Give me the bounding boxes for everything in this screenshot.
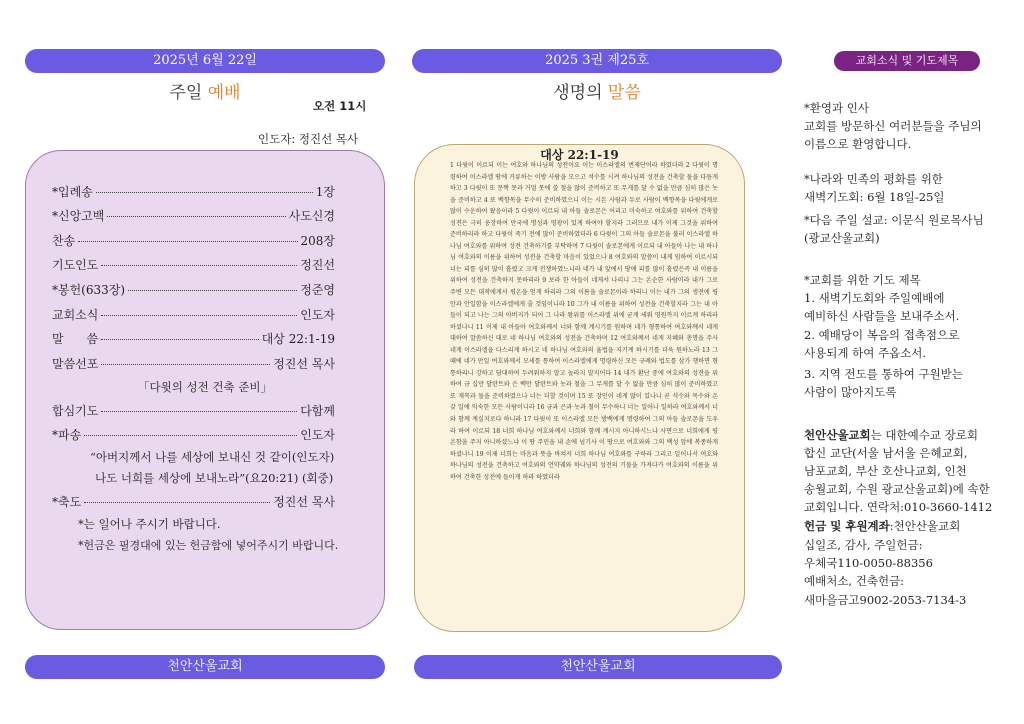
word-title [412,78,782,103]
order-value: 대상 22:1-19 [261,332,335,346]
order-value: 다함께 [300,404,335,418]
order-row [52,330,335,347]
account-line: 우체국110-0050-88356 [804,556,933,570]
worship-title-a: 주일 [169,83,203,103]
order-row [52,355,335,372]
stand-note: *는 일어나 주시기 바랍니다. [78,517,221,531]
order-row [52,183,335,200]
news-line: *교회를 위한 기도 제목 [804,273,921,287]
account-heading [804,518,960,534]
order-label: *입례송 [52,185,93,199]
news-line: 이름으로 환영합니다. [804,137,912,151]
order-value: 인도자 [300,308,335,322]
order-row [52,426,335,443]
news-line: 예비하신 사람들을 보내주소서. [804,309,960,323]
issue-header: 2025 3권 제25호 [412,49,782,73]
order-label: 찬송 [52,234,76,248]
order-row [52,281,335,298]
church-name-footer: 천안산울교회 [414,655,782,679]
church-intro-name: 천안산울교회 [804,428,871,442]
sending-line-1: “아버지께서 나를 세상에 보내신 것 같이(인도자) [90,450,335,464]
order-value: 정진선 목사 [273,357,335,371]
news-header: 교회소식 및 기도제목 [834,51,980,71]
order-value: 정준영 [300,283,335,297]
order-row [52,256,335,273]
order-row [52,493,335,510]
worship-leader: 인도자: 정진선 목사 [258,132,359,146]
word-title-a: 생명의 [553,83,603,103]
sending-line-2: 나도 너희를 세상에 보내노라”(요20:21) (회중) [95,471,334,485]
order-label: *파송 [52,428,82,442]
church-name-footer: 천안산울교회 [25,655,385,679]
worship-title-b: 예배 [207,83,241,103]
order-label: *신앙고백 [52,209,105,223]
order-row [52,207,335,224]
order-label: *봉헌(633장) [52,283,126,297]
order-value: 인도자 [300,428,335,442]
offering-note: *헌금은 필경대에 있는 헌금함에 넣어주시기 바랍니다. [78,539,339,552]
order-row [52,402,335,419]
order-value: 1장 [315,185,335,199]
intro-line: 송월교회, 수원 광교산울교회)에 속한 [804,482,990,496]
order-label: 합심기도 [52,404,99,418]
order-value: 208장 [300,234,335,248]
account-heading-bold: 헌금 및 후원계좌 [804,519,890,533]
news-line: 1. 새벽기도회와 주일예배에 [804,291,945,305]
scripture-reference: 대상 22:1-19 [540,148,619,162]
order-value: 정진선 목사 [273,495,335,509]
account-line: 새마을금고9002-2053-7134-3 [804,593,967,607]
account-line: 십일조, 감사, 주일헌금: [804,538,923,552]
news-line: *다음 주일 설교: 이문식 원로목사님 [804,213,984,227]
scripture-text: 1 다윗이 이르되 이는 여호와 하나님의 성전이요 이는 이스라엘의 번제단이라 하였더라 2 다윗이 명령하여 이스라엘 땅에 거류하는 이방 사람을 모으고 석수를 시켜 하나님의 성전을 건축할 돌을 다듬게 하고 3 다윗이 또 문짝 못과 거멀 못에 쓸 철을 많이 준비하고 또 무게를 달 수 없을 만큼 심히 많은 놋을 준비하고 4 또 백향목을 무수히 준비하였으니 이는 시돈 사람과 두로 사람이 백향목을 다윗에게로 많이 수운하여 왔음이라 5 다윗이 이르되 내 아들 솔로몬은 어리고 미숙하고 여호와를 위하여 건축할 성전은 극히 웅장하여 만국에 명성과 영광이 있게 하여야 할지라 그러므로 내가 이제 그것을 위하여 준비하리라 하고 다윗이 죽기 전에 많이 준비하였더라 6 다윗이 그의 아들 솔로몬을 불러 이스라엘 하나님 여호와를 위하여 성전 건축하기를 부탁하여 7 다윗이 솔로몬에게 이르되 내 아들아 나는 내 하나님 여호와의 이름을 위하여 성전을 건축할 마음이 있었으나 8 여호와의 말씀이 내게 임하여 이르시되 너는 피를 심히 많이 흘렸고 크게 전쟁하였느니라 네가 내 앞에서 땅에 피를 많이 흘렸은즉 내 이름을 위하여 성전을 건축하지 못하리라 9 보라 한 아들이 네게서 나리니 그는 온순한 사람이라 내가 그로 주변 모든 대적에게서 평온을 얻게 하리라 그의 이름을 솔로몬이라 하리니 이는 내가 그의 생전에 평안과 안일함을 이스라엘에게 줄 것임이니라 10 그가 내 이름을 위하여 성전을 건축할지라 그는 내 아들이 되고 나는 그의 아버지가 되어 그 나라 왕위를 이스라엘 위에 굳게 세워 영원까지 이르게 하리라 하셨나니 11 이제 내 아들아 여호와께서 너와 함께 계시기를 원하며 네가 형통하여 여호와께서 네게 대하여 말씀하신 대로 네 하나님 여호와의 성전을 건축하며 12 여호와께서 네게 지혜와 총명을 주사 네게 이스라엘을 다스리게 하시고 네 하나님 여호와의 율법을 지키게 하시기를 더욱 원하노라 13 그 때에 네가 만일 여호와께서 모세를 통하여 이스라엘에게 명령하신 모든 규례와 법도를 삼가 행하면 형통하리니 강하고 담대하여 두려워하지 말고 놀라지 말지어다 14 내가 환난 중에 여호와의 성전을 위하여 금 십만 달란트와 은 백만 달란트와 놋과 철을 그 무게를 달 수 없을 만큼 심히 많이 준비하였고 또 재목과 돌을 준비하였으나 너는 더할 것이며 15 또 장인이 네게 많이 있나니 곧 석수와 목수와 온갖 일에 익숙한 모든 사람이니라 16 금과 은과 놋과 철이 무수하니 너는 일어나 일하라 여호와께서 너와 함께 계실지로다 하니라 17 다윗이 또 이스라엘 모든 방백에게 명령하여 그의 아들 솔로몬을 도우라 하여 이르되 18 너희 하나님 여호와께서 너희와 함께 계시지 아니하시느냐 사면으로 너희에게 평온함을 주지 아니하셨느냐 이 땅 주민을 내 손에 넘기사 이 땅으로 여호와와 그의 백성 앞에 복종하게 하셨나니 19 이제 너희는 마음과 뜻을 바쳐서 너희 하나님 여호와를 구하라 그리고 일어나서 여호와 하나님의 성전을 건축하고 여호와의 언약궤와 하나님의 성전의 기물을 가져다가 여호와의 이름을 위하여 건축한 성전에 들이게 하라 하였더라 [450,162,718,481]
order-row [52,232,335,249]
intro-line: 남포교회, 부산 호산나교회, 인천 [804,464,967,478]
church-intro-rest: 는 대한예수교 장로회 [870,428,978,442]
news-line: 2. 예배당이 복음의 접촉점으로 [804,328,960,342]
news-line: (광교산울교회) [804,231,880,245]
order-label: *축도 [52,495,82,509]
news-line: *환영과 인사 [804,101,869,115]
worship-time: 오전 11시 [313,99,367,113]
news-line: 사람이 많아지도록 [804,385,897,399]
intro-line: 교회입니다. 연락처:010-3660-1412 [804,500,993,514]
intro-line: 합신 교단(서울 남서울 은혜교회, [804,446,968,460]
sermon-title: 「다윗의 성전 건축 준비」 [138,380,272,394]
order-value: 정진선 [300,258,335,272]
order-row [52,306,335,323]
church-intro [804,427,978,443]
news-line: 새벽기도회: 6월 18일-25일 [804,190,945,204]
news-line: *나라와 민족의 평화를 위한 [804,172,943,186]
order-label: 기도인도 [52,258,99,272]
word-title-b: 말씀 [607,83,641,103]
news-line: 3. 지역 전도를 통하여 구원받는 [804,367,963,381]
news-line: 교회를 방문하신 여러분들을 주님의 [804,119,982,133]
order-label: 말 씀 [52,332,99,346]
news-line: 사용되게 하여 주옵소서. [804,346,927,360]
order-label: 말씀선포 [52,357,99,371]
order-value: 사도신경 [288,209,335,223]
account-line: 예배처소, 건축헌금: [804,574,905,588]
date-header: 2025년 6월 22일 [25,49,385,73]
account-heading-rest: :천안산울교회 [889,519,961,533]
order-label: 교회소식 [52,308,99,322]
